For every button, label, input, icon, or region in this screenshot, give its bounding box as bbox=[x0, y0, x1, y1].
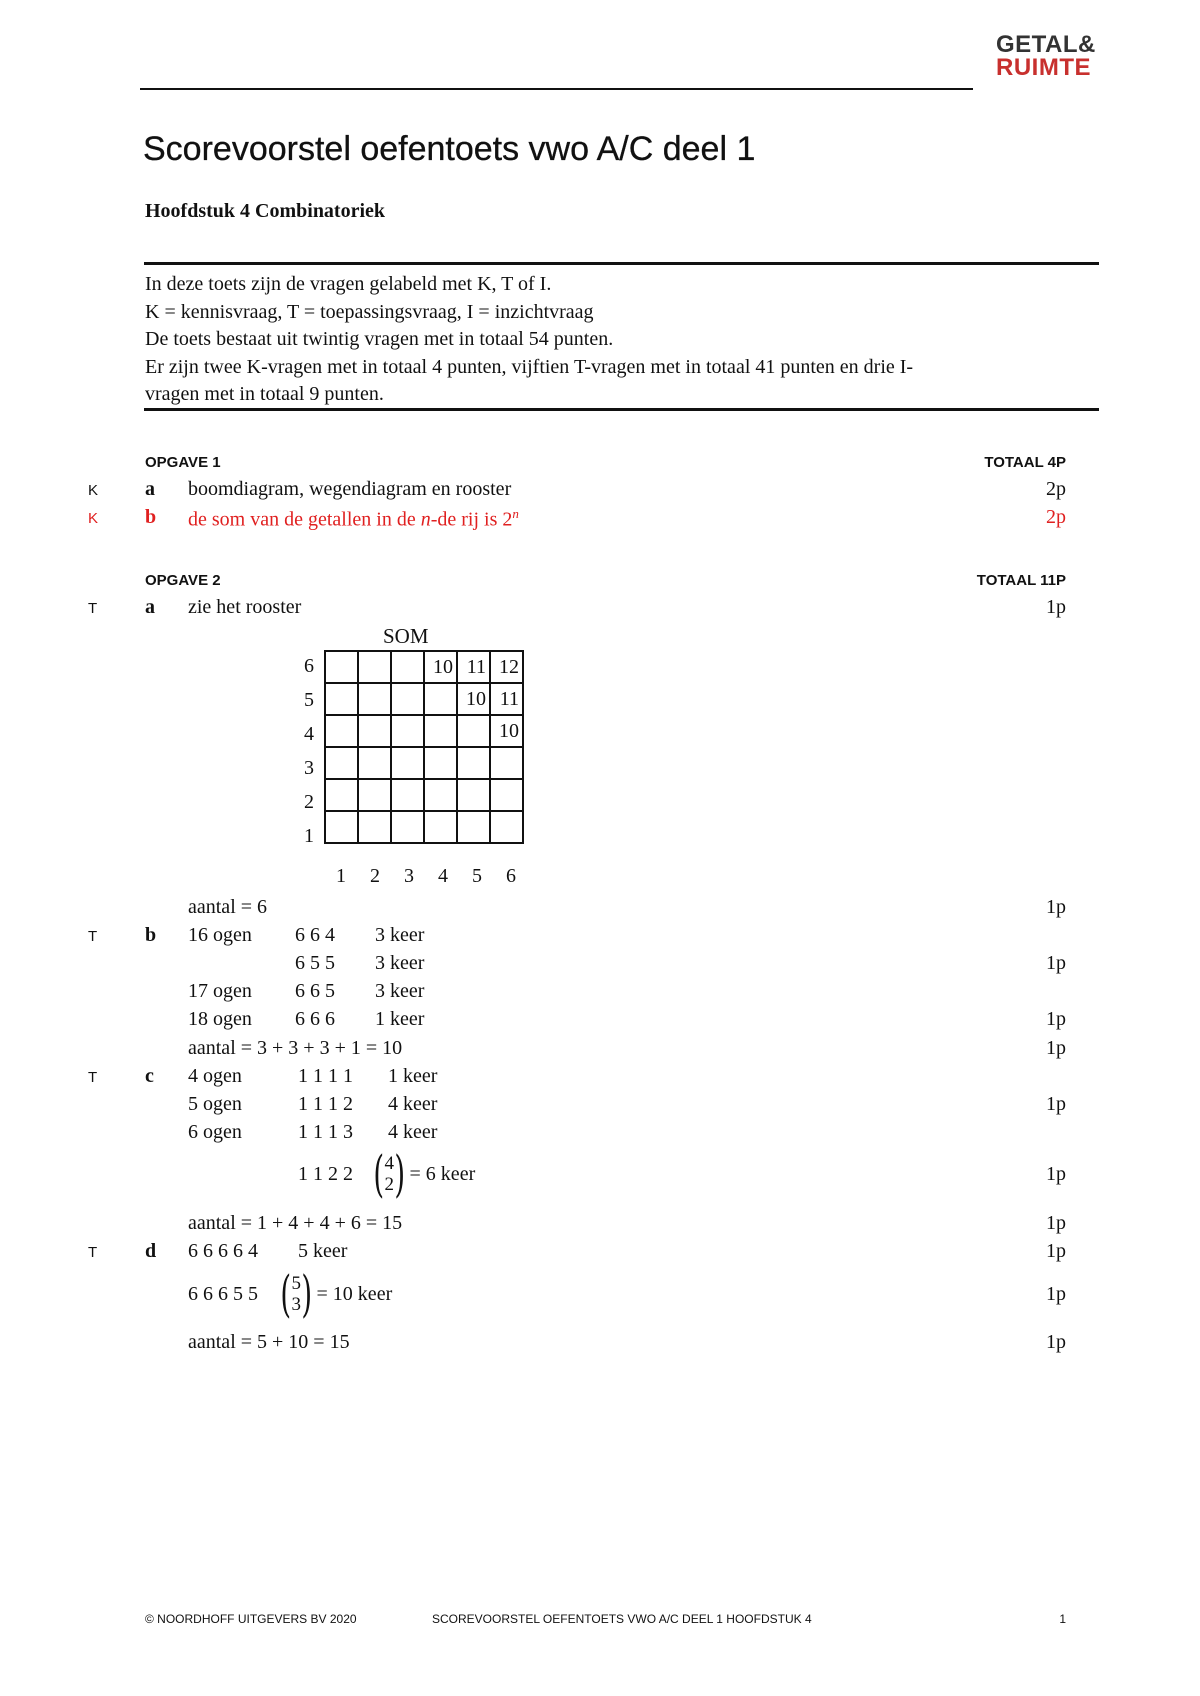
binomial-bottom: 3 bbox=[291, 1294, 302, 1315]
grid-cell bbox=[358, 811, 391, 843]
points: 1p bbox=[1046, 1240, 1066, 1262]
points: 1p bbox=[1046, 1037, 1066, 1059]
grid-cell bbox=[325, 683, 358, 715]
combo: 1 1 1 2 bbox=[298, 1093, 353, 1115]
points: 1p bbox=[1046, 1331, 1066, 1353]
grid-cell: 10 bbox=[490, 715, 523, 747]
grid-row-label: 6 bbox=[304, 655, 314, 677]
grid-col-label: 5 bbox=[472, 865, 482, 887]
binomial-line bbox=[188, 1265, 393, 1323]
combo: 6 6 4 bbox=[295, 924, 335, 946]
question-letter: b bbox=[145, 924, 157, 946]
combo: 1 1 1 3 bbox=[298, 1121, 353, 1143]
grid-col-label: 3 bbox=[404, 865, 414, 887]
binomial-bottom: 2 bbox=[384, 1174, 395, 1195]
grid-cell bbox=[358, 747, 391, 779]
intro-line: K = kennisvraag, T = toepassingsvraag, I = inzichtvraag bbox=[145, 300, 594, 323]
category-label: K bbox=[88, 482, 99, 499]
question-letter: b bbox=[145, 506, 157, 528]
grid-row bbox=[325, 747, 523, 779]
intro-line: Er zijn twee K-vragen met in totaal 4 punten, vijftien T-vragen met in totaal 41 punten en drie I- bbox=[145, 355, 914, 378]
grid-row bbox=[325, 683, 523, 715]
points: 1p bbox=[1046, 952, 1066, 974]
keer: 1 keer bbox=[388, 1065, 438, 1087]
opgave-1-heading: OPGAVE 1 bbox=[145, 454, 221, 471]
grid-cell bbox=[358, 715, 391, 747]
grid-row-label: 4 bbox=[304, 723, 314, 745]
intro-text bbox=[145, 271, 1095, 409]
grid-col-label: 2 bbox=[370, 865, 380, 887]
grid-cell bbox=[490, 779, 523, 811]
sum-grid bbox=[324, 650, 524, 844]
points: 1p bbox=[1046, 1093, 1066, 1115]
binomial-result: = 10 keer bbox=[316, 1282, 393, 1305]
binomial-line bbox=[298, 1145, 476, 1203]
footer-copyright: © NOORDHOFF UITGEVERS BV 2020 bbox=[145, 1612, 357, 1626]
exponent-n: n bbox=[512, 506, 519, 521]
footer-page-number: 1 bbox=[1059, 1612, 1066, 1626]
grid-cell bbox=[325, 779, 358, 811]
combo: 6 5 5 bbox=[295, 952, 335, 974]
keer: 3 keer bbox=[375, 952, 425, 974]
category-label: K bbox=[88, 510, 99, 527]
answer-text bbox=[188, 506, 519, 532]
aantal-line: aantal = 1 + 4 + 4 + 6 = 15 bbox=[188, 1212, 403, 1234]
category-label: T bbox=[88, 1069, 98, 1086]
right-paren: ) bbox=[394, 1145, 406, 1203]
grid-row bbox=[325, 811, 523, 843]
grid-col-label: 1 bbox=[336, 865, 346, 887]
grid-row-label: 3 bbox=[304, 757, 314, 779]
chapter-subtitle: Hoofdstuk 4 Combinatoriek bbox=[145, 200, 386, 222]
binomial-coefficient bbox=[276, 1265, 317, 1323]
points: 1p bbox=[1046, 1283, 1066, 1305]
combo: 6 6 6 6 4 bbox=[188, 1240, 258, 1262]
grid-row bbox=[325, 651, 523, 683]
grid-col-label: 4 bbox=[438, 865, 448, 887]
combo: 6 6 6 5 5 bbox=[188, 1282, 258, 1305]
intro-line: In deze toets zijn de vragen gelabeld met K, T of I. bbox=[145, 273, 552, 295]
grid-cell bbox=[490, 747, 523, 779]
grid-cell: 10 bbox=[424, 651, 457, 683]
grid-cell bbox=[424, 715, 457, 747]
grid-title: SOM bbox=[383, 624, 429, 648]
grid-cell bbox=[424, 779, 457, 811]
answer-text: boomdiagram, wegendiagram en rooster bbox=[188, 478, 512, 500]
aantal-line: aantal = 3 + 3 + 3 + 1 = 10 bbox=[188, 1037, 403, 1059]
opgave-2-total: TOTAAL 11P bbox=[976, 572, 1066, 589]
category-label: T bbox=[88, 928, 98, 945]
points: 1p bbox=[1046, 596, 1066, 618]
grid-cell bbox=[325, 747, 358, 779]
grid-cell: 11 bbox=[457, 651, 490, 683]
binomial-coefficient bbox=[369, 1145, 410, 1203]
grid-cell bbox=[457, 779, 490, 811]
keer: 3 keer bbox=[375, 924, 425, 946]
intro-bottom-rule bbox=[144, 408, 1099, 411]
combo: 6 6 5 bbox=[295, 980, 335, 1002]
points: 1p bbox=[1046, 896, 1066, 918]
grid-cell bbox=[358, 779, 391, 811]
ogen-label: 18 ogen bbox=[188, 1008, 252, 1030]
question-letter: d bbox=[145, 1240, 157, 1262]
intro-top-rule bbox=[144, 262, 1099, 265]
grid-cell: 10 bbox=[457, 683, 490, 715]
grid-cell bbox=[325, 651, 358, 683]
binomial-top: 5 bbox=[291, 1273, 302, 1294]
ogen-label: 17 ogen bbox=[188, 980, 252, 1002]
binomial-stack bbox=[385, 1153, 395, 1195]
grid-row-label: 5 bbox=[304, 689, 314, 711]
combo: 1 1 1 1 bbox=[298, 1065, 353, 1087]
grid-cell bbox=[391, 747, 424, 779]
header-rule bbox=[140, 88, 973, 90]
grid-cell bbox=[391, 683, 424, 715]
grid-cell bbox=[457, 811, 490, 843]
points: 1p bbox=[1046, 1212, 1066, 1234]
opgave-2-heading: OPGAVE 2 bbox=[145, 572, 221, 589]
points: 2p bbox=[1046, 506, 1066, 528]
combo: 1 1 2 2 bbox=[298, 1162, 353, 1185]
keer: 4 keer bbox=[388, 1121, 438, 1143]
grid-row bbox=[325, 779, 523, 811]
grid-cell bbox=[391, 651, 424, 683]
footer-document: SCOREVOORSTEL OEFENTOETS VWO A/C DEEL 1 HOOFDSTUK 4 bbox=[432, 1612, 812, 1626]
combo: 6 6 6 bbox=[295, 1008, 335, 1030]
logo-line-1: GETAL& bbox=[996, 31, 1096, 58]
grid-cell bbox=[424, 683, 457, 715]
left-paren: ( bbox=[280, 1265, 292, 1323]
grid-row-label: 1 bbox=[304, 825, 314, 847]
answer-text: zie het rooster bbox=[188, 596, 302, 618]
answer-text-part: -de rij is 2 bbox=[430, 508, 513, 531]
answer-text-part: de som van de getallen in de bbox=[188, 508, 421, 531]
grid-cell bbox=[391, 811, 424, 843]
question-letter: a bbox=[145, 478, 155, 500]
points: 2p bbox=[1046, 478, 1066, 500]
grid-cell bbox=[358, 651, 391, 683]
binomial-result: = 6 keer bbox=[409, 1162, 476, 1185]
intro-line: De toets bestaat uit twintig vragen met in totaal 54 punten. bbox=[145, 328, 614, 350]
grid-cell bbox=[358, 683, 391, 715]
grid-cell: 11 bbox=[490, 683, 523, 715]
aantal-line: aantal = 5 + 10 = 15 bbox=[188, 1331, 350, 1353]
ogen-label: 16 ogen bbox=[188, 924, 252, 946]
left-paren: ( bbox=[373, 1145, 385, 1203]
ogen-label: 4 ogen bbox=[188, 1065, 242, 1087]
grid-cell bbox=[424, 747, 457, 779]
page-title: Scorevoorstel oefentoets vwo A/C deel 1 bbox=[143, 130, 756, 168]
grid-col-label: 6 bbox=[506, 865, 516, 887]
ogen-label: 6 ogen bbox=[188, 1121, 242, 1143]
category-label: T bbox=[88, 600, 98, 617]
opgave-1-total: TOTAAL 4P bbox=[984, 454, 1066, 471]
grid-cell bbox=[457, 715, 490, 747]
points: 1p bbox=[1046, 1163, 1066, 1185]
grid-cell bbox=[391, 779, 424, 811]
grid-cell bbox=[325, 715, 358, 747]
publisher-logo bbox=[996, 33, 1096, 79]
grid-cell bbox=[490, 811, 523, 843]
keer: 3 keer bbox=[375, 980, 425, 1002]
aantal-line: aantal = 6 bbox=[188, 896, 268, 918]
keer: 4 keer bbox=[388, 1093, 438, 1115]
right-paren: ) bbox=[301, 1265, 313, 1323]
keer: 1 keer bbox=[375, 1008, 425, 1030]
keer: 5 keer bbox=[298, 1240, 348, 1262]
grid-cell bbox=[325, 811, 358, 843]
variable-n: n bbox=[420, 508, 431, 531]
grid-cell: 12 bbox=[490, 651, 523, 683]
grid-cell bbox=[391, 715, 424, 747]
grid-cell bbox=[457, 747, 490, 779]
grid-row-label: 2 bbox=[304, 791, 314, 813]
grid-row bbox=[325, 715, 523, 747]
question-letter: c bbox=[145, 1065, 154, 1087]
category-label: T bbox=[88, 1244, 98, 1261]
points: 1p bbox=[1046, 1008, 1066, 1030]
intro-line: vragen met in totaal 9 punten. bbox=[145, 383, 384, 405]
binomial-stack bbox=[292, 1273, 302, 1315]
ogen-label: 5 ogen bbox=[188, 1093, 242, 1115]
grid-cell bbox=[424, 811, 457, 843]
binomial-top: 4 bbox=[384, 1153, 395, 1174]
logo-line-2: RUIMTE bbox=[996, 54, 1091, 81]
question-letter: a bbox=[145, 596, 155, 618]
